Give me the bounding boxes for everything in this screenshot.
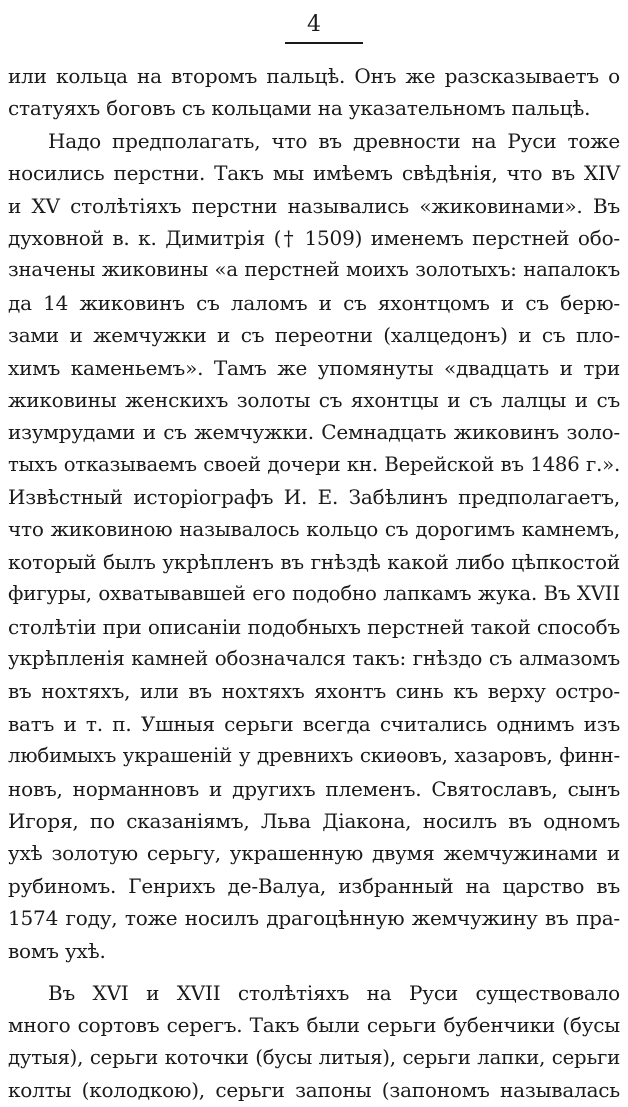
- body-text: [8, 60, 620, 1107]
- text-line: жиковины женскихъ золоты съ яхонтцы и съ лалцы и съ: [8, 387, 620, 412]
- text-line: тыхъ отказываемъ своей дочери кн. Верейской въ 1486 г.».: [8, 452, 620, 476]
- text-line: Надо предполагать, что въ древности на Руси тоже: [48, 128, 620, 153]
- text-line: ватъ и т. п. Ушныя серьги всегда считались однимъ изъ: [8, 711, 620, 736]
- text-line: рубиномъ. Генрихъ де-Валуа, избранный на царство въ: [8, 873, 620, 898]
- paragraph: [8, 977, 620, 1107]
- paragraph: [8, 125, 620, 967]
- page-header: [0, 12, 628, 44]
- page-number: 4: [307, 12, 321, 37]
- text-line: зами и жемчужки и съ переотни (халцедонъ) и съ пло-: [8, 323, 620, 348]
- text-line: 1574 году, тоже носилъ драгоцѣнную жемчужину въ пра-: [8, 906, 620, 931]
- text-line: химъ каменьемъ». Тамъ же упомянуты «двадцать и три: [8, 355, 620, 380]
- text-line: Извѣстный исторіографъ И. Е. Забѣлинъ предполагаетъ,: [8, 485, 620, 510]
- paragraph-gap: [8, 967, 620, 977]
- text-line: много сортовъ серегъ. Такъ были серьги бубенчики (бусы: [8, 1013, 620, 1038]
- text-line: Игоря, по сказаніямъ, Льва Діакона, носилъ въ одномъ: [8, 808, 620, 833]
- text-line: который былъ укрѣпленъ въ гнѣздѣ какой либо цѣпкостой: [8, 549, 620, 574]
- text-line: духовной в. к. Димитрія († 1509) именемъ перстней обо-: [8, 225, 620, 250]
- text-line: изумрудами и съ жемчужки. Семнадцать жиковинъ золо-: [8, 420, 620, 445]
- header-rule: [285, 42, 363, 44]
- text-line: столѣтіи при описаніи подобныхъ перстней такой способъ: [8, 614, 620, 639]
- text-line: новъ, норманновъ и другихъ племенъ. Святославъ, сынъ: [8, 776, 620, 801]
- text-line: Въ XVI и XVII столѣтіяхъ на Руси существовало: [48, 980, 620, 1005]
- text-line: колты (колодкою), серьги запоны (запономъ называлась: [8, 1078, 620, 1103]
- text-line: значены жиковины «а перстней моихъ золотыхъ: напалокъ: [8, 258, 620, 282]
- text-line: въ нохтяхъ, или въ нохтяхъ яхонтъ синь къ верху остро-: [8, 679, 620, 704]
- text-line: любимыхъ украшеній у древнихъ скиѳовъ, хазаровъ, финн-: [8, 744, 620, 768]
- text-line: носились перстни. Такъ мы имѣемъ свѣдѣнія, что въ XIV: [8, 161, 620, 186]
- text-line: укрѣпленія камней обозначался такъ: гнѣздо съ алмазомъ: [8, 647, 620, 671]
- text-line: или кольца на второмъ пальцѣ. Онъ же разсказываетъ о: [8, 64, 620, 88]
- text-line: да 14 жиковинъ съ лаломъ и съ яхонтцомъ и съ берю-: [8, 290, 620, 315]
- text-line: что жиковиною называлось кольцо съ дорогимъ камнемъ,: [8, 517, 620, 542]
- text-line: фигуры, охватывавшей его подобно лапкамъ жука. Въ XVII: [8, 582, 620, 606]
- text-line: и XV столѣтіяхъ перстни назывались «жиковинами». Въ: [8, 193, 620, 218]
- text-line: статуяхъ боговъ съ кольцами на указательномъ пальцѣ.: [8, 96, 591, 121]
- paragraph: [8, 60, 620, 125]
- text-line: дутыя), серьги коточки (бусы литыя), серьги лапки, серьги: [8, 1045, 620, 1069]
- text-line: ухѣ золотую серьгу, украшенную двумя жемчужинами и: [8, 841, 620, 866]
- text-line: вомъ ухѣ.: [8, 938, 106, 963]
